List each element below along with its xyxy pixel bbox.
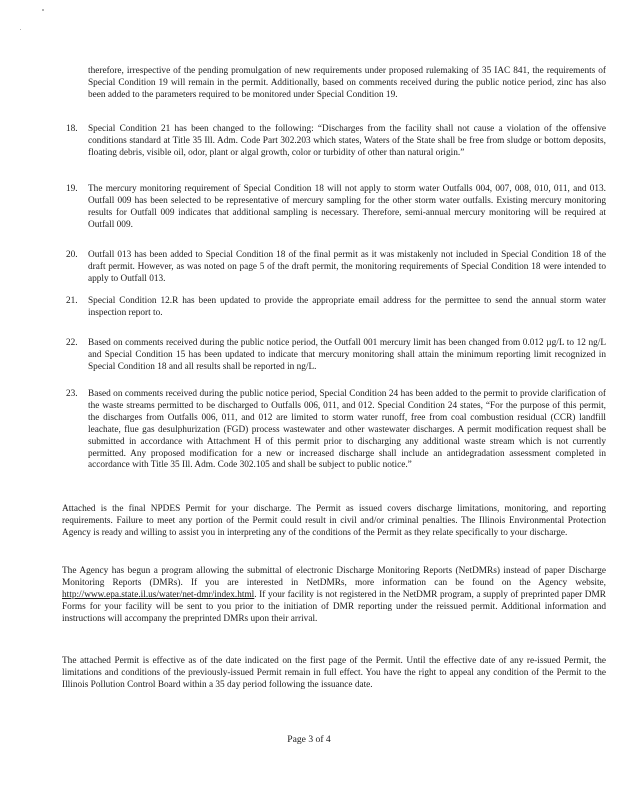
list-item-text: Based on comments received during the public notice period, Special Condition 24 has been added to the permit to provide clarification of the waste streams permitted to be discharged to Outfalls 006, 011, and 012. Special Condition 24 states, “For the purpose of this permit, the discharges from Outfalls 006, 011, and 012 are limited to storm water runoff, free from coal combustion residual (CCR) landfill leachate, flue gas desulphurization (FGD) process wastewater and other wastewater discharges. A permit modification request shall be submitted in accordance with Attachment H of this permit prior to discharging any additional waste stream which is not currently permitted. Any proposed modification for a new or increased discharge shall include an antidegradation assessment completed in accordance with Title 35 Ill. Adm. Code 302.105 and shall be subject to public notice.”	[88, 389, 606, 471]
list-item-number: 19.	[66, 184, 78, 194]
attached-permit-paragraph: Attached is the final NPDES Permit for your discharge. The Permit as issued covers discharge limitations, monitoring, and reporting requirements. Failure to meet any portion of the Permit could result in civil and/or criminal penalties. The Illinois Environmental Protection Agency is ready and willing to assist you in interpreting any of the conditions of the Permit as they relate specifically to your discharge.	[62, 504, 606, 538]
list-item-number: 21.	[66, 296, 78, 306]
list-item	[66, 296, 606, 320]
list-item	[66, 338, 606, 374]
list-item-text: Outfall 013 has been added to Special Condition 18 of the final permit as it was mistakenly not included in Special Condition 18 of the draft permit. However, as was noted on page 5 of the draft permit, the monitoring requirements of Special Condition 18 were intended to apply to Outfall 013.	[88, 250, 606, 284]
page-number: Page 3 of 4	[287, 734, 331, 745]
netdmr-link[interactable]: http://www.epa.state.il.us/water/net-dmr/index.html	[62, 589, 255, 600]
netdmr-text-before: The Agency has begun a program allowing the submittal of electronic Discharge Monitoring Reports (NetDMRs) instead of paper Discharge Monitoring Reports (DMRs). If you are interested in NetDMRs, more information can be found on the Agency website,	[62, 566, 606, 588]
list-item	[66, 250, 606, 286]
list-item-text: Based on comments received during the public notice period, the Outfall 001 mercury limit has been changed from 0.012 µg/L to 12 ng/L and Special Condition 15 has been updated to indicate that mercury monitoring shall attain the minimum reporting limit recognized in Special Condition 18 and all results shall be reported in ng/L.	[88, 338, 606, 372]
netdmr-paragraph	[62, 566, 606, 626]
list-item-number: 23.	[66, 389, 78, 399]
list-item-number: 20.	[66, 250, 78, 260]
effective-date-paragraph: The attached Permit is effective as of the date indicated on the first page of the Permit. Until the effective date of any re-issued Permit, the limitations and conditions of the previously-issued Permit remain in full effect. You have the right to appeal any condition of the Permit to the Illinois Pollution Control Board within a 35 day period following the issuance date.	[62, 656, 606, 690]
continuation-paragraph: therefore, irrespective of the pending promulgation of new requirements under proposed rulemaking of 35 IAC 841, the requirements of Special Condition 19 will remain in the permit. Additionally, based on comments received during the public notice period, zinc has also been added to the parameters required to be monitored under Special Condition 19.	[88, 66, 606, 100]
list-item-text: The mercury monitoring requirement of Special Condition 18 will not apply to storm water Outfalls 004, 007, 008, 010, 011, and 013. Outfall 009 has been selected to be representative of mercury sampling for the other storm water outfalls. Existing mercury monitoring results for Outfall 009 indicates that additional sampling is necessary. Therefore, semi-annual mercury monitoring will be required at Outfall 009.	[88, 184, 606, 230]
list-item-text: Special Condition 12.R has been updated to provide the appropriate email address for the permittee to send the annual storm water inspection report to.	[88, 296, 606, 318]
list-item-text: Special Condition 21 has been changed to the following: “Discharges from the facility shall not cause a violation of the offensive conditions standard at Title 35 Ill. Adm. Code Part 302.203 which states, Waters of the State shall be free from sludge or bottom deposits, floating debris, visible oil, odor, plant or algal growth, color or turbidity of other than natural origin.”	[88, 124, 606, 158]
netdmr-text-after: . If your facility is not registered in the NetDMR program, a supply of preprinted paper DMR Forms for your facility will be sent to you prior to the initiation of DMR reporting under the reissued permit. Additional information and instructions will accompany the preprinted DMRs upon their arrival.	[62, 589, 606, 624]
list-item	[66, 184, 606, 232]
scan-speck	[20, 29, 21, 30]
list-item	[66, 124, 606, 160]
scan-speck	[42, 9, 44, 11]
list-item-number: 22.	[66, 338, 78, 348]
list-item	[66, 389, 606, 472]
list-item-number: 18.	[66, 124, 78, 134]
